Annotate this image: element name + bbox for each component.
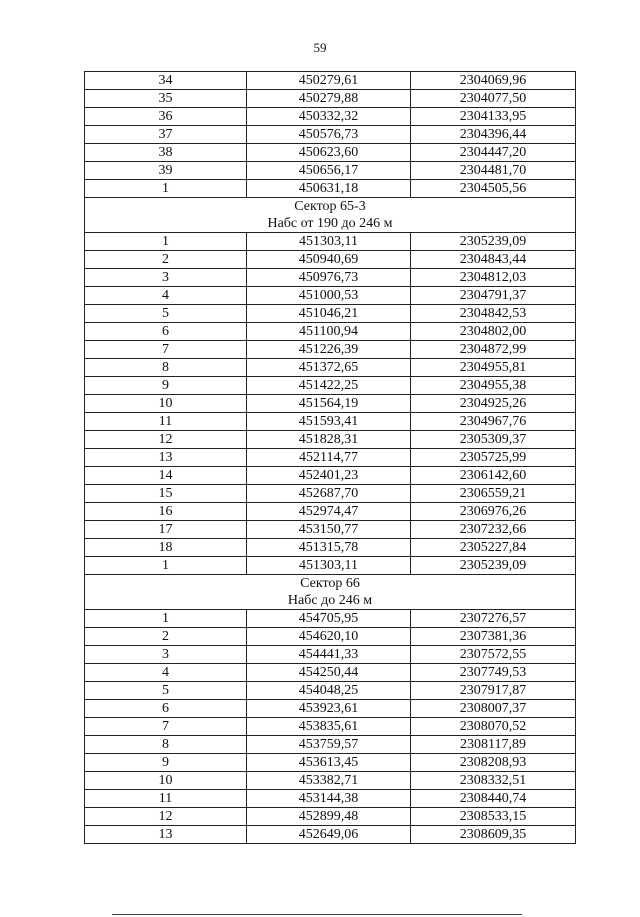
y-coordinate-cell: 2304812,03	[411, 269, 576, 287]
x-coordinate-cell: 453759,57	[247, 736, 411, 754]
x-coordinate-cell: 451000,53	[247, 287, 411, 305]
section-subtitle: Набс от 190 до 246 м	[267, 216, 393, 231]
table-row	[85, 269, 576, 287]
y-coordinate-cell: 2304447,20	[411, 144, 576, 162]
coordinates-table-body	[85, 72, 576, 844]
table-row	[85, 736, 576, 754]
x-coordinate-cell: 453382,71	[247, 772, 411, 790]
point-number-cell: 39	[85, 162, 247, 180]
x-coordinate-cell: 451303,11	[247, 557, 411, 575]
table-row	[85, 144, 576, 162]
x-coordinate-cell: 454441,33	[247, 646, 411, 664]
x-coordinate-cell: 451303,11	[247, 233, 411, 251]
y-coordinate-cell: 2307232,66	[411, 521, 576, 539]
table-row	[85, 557, 576, 575]
x-coordinate-cell: 452114,77	[247, 449, 411, 467]
x-coordinate-cell: 454048,25	[247, 682, 411, 700]
y-coordinate-cell: 2304955,81	[411, 359, 576, 377]
section-header-row	[85, 575, 576, 610]
table-row	[85, 341, 576, 359]
y-coordinate-cell: 2307276,57	[411, 610, 576, 628]
point-number-cell: 36	[85, 108, 247, 126]
x-coordinate-cell: 453835,61	[247, 718, 411, 736]
y-coordinate-cell: 2304872,99	[411, 341, 576, 359]
y-coordinate-cell: 2304133,95	[411, 108, 576, 126]
point-number-cell: 7	[85, 718, 247, 736]
x-coordinate-cell: 453150,77	[247, 521, 411, 539]
y-coordinate-cell: 2305227,84	[411, 539, 576, 557]
table-row	[85, 305, 576, 323]
table-row	[85, 718, 576, 736]
y-coordinate-cell: 2308070,52	[411, 718, 576, 736]
x-coordinate-cell: 452401,23	[247, 467, 411, 485]
table-row	[85, 808, 576, 826]
point-number-cell: 18	[85, 539, 247, 557]
point-number-cell: 10	[85, 395, 247, 413]
point-number-cell: 16	[85, 503, 247, 521]
point-number-cell: 13	[85, 826, 247, 844]
y-coordinate-cell: 2307572,55	[411, 646, 576, 664]
point-number-cell: 7	[85, 341, 247, 359]
y-coordinate-cell: 2304791,37	[411, 287, 576, 305]
y-coordinate-cell: 2308609,35	[411, 826, 576, 844]
section-title: Сектор 66	[300, 576, 360, 591]
point-number-cell: 3	[85, 646, 247, 664]
table-row	[85, 754, 576, 772]
x-coordinate-cell: 454620,10	[247, 628, 411, 646]
x-coordinate-cell: 451046,21	[247, 305, 411, 323]
y-coordinate-cell: 2304842,53	[411, 305, 576, 323]
point-number-cell: 6	[85, 700, 247, 718]
table-row	[85, 485, 576, 503]
x-coordinate-cell: 453613,45	[247, 754, 411, 772]
x-coordinate-cell: 453923,61	[247, 700, 411, 718]
point-number-cell: 37	[85, 126, 247, 144]
x-coordinate-cell: 452649,06	[247, 826, 411, 844]
x-coordinate-cell: 452974,47	[247, 503, 411, 521]
y-coordinate-cell: 2304505,56	[411, 180, 576, 198]
y-coordinate-cell: 2307381,36	[411, 628, 576, 646]
table-row	[85, 180, 576, 198]
y-coordinate-cell: 2306559,21	[411, 485, 576, 503]
x-coordinate-cell: 451315,78	[247, 539, 411, 557]
y-coordinate-cell: 2304802,00	[411, 323, 576, 341]
y-coordinate-cell: 2308007,37	[411, 700, 576, 718]
y-coordinate-cell: 2306142,60	[411, 467, 576, 485]
point-number-cell: 5	[85, 682, 247, 700]
y-coordinate-cell: 2305239,09	[411, 557, 576, 575]
point-number-cell: 38	[85, 144, 247, 162]
y-coordinate-cell: 2307917,87	[411, 682, 576, 700]
point-number-cell: 35	[85, 90, 247, 108]
point-number-cell: 10	[85, 772, 247, 790]
y-coordinate-cell: 2305725,99	[411, 449, 576, 467]
y-coordinate-cell: 2304925,26	[411, 395, 576, 413]
y-coordinate-cell: 2304843,44	[411, 251, 576, 269]
table-row	[85, 646, 576, 664]
table-row	[85, 628, 576, 646]
x-coordinate-cell: 450623,60	[247, 144, 411, 162]
section-subtitle: Набс до 246 м	[287, 593, 373, 608]
table-row	[85, 90, 576, 108]
point-number-cell: 34	[85, 72, 247, 90]
x-coordinate-cell: 454250,44	[247, 664, 411, 682]
x-coordinate-cell: 450332,32	[247, 108, 411, 126]
point-number-cell: 5	[85, 305, 247, 323]
x-coordinate-cell: 451100,94	[247, 323, 411, 341]
table-row	[85, 126, 576, 144]
x-coordinate-cell: 452899,48	[247, 808, 411, 826]
x-coordinate-cell: 451226,39	[247, 341, 411, 359]
point-number-cell: 2	[85, 251, 247, 269]
y-coordinate-cell: 2304077,50	[411, 90, 576, 108]
table-row	[85, 162, 576, 180]
point-number-cell: 8	[85, 736, 247, 754]
table-row	[85, 826, 576, 844]
point-number-cell: 4	[85, 664, 247, 682]
x-coordinate-cell: 450976,73	[247, 269, 411, 287]
x-coordinate-cell: 450576,73	[247, 126, 411, 144]
table-row	[85, 377, 576, 395]
y-coordinate-cell: 2304481,70	[411, 162, 576, 180]
section-header-cell	[85, 198, 576, 233]
table-row	[85, 323, 576, 341]
x-coordinate-cell: 451564,19	[247, 395, 411, 413]
table-row	[85, 108, 576, 126]
point-number-cell: 3	[85, 269, 247, 287]
table-row	[85, 521, 576, 539]
table-row	[85, 251, 576, 269]
table-row	[85, 72, 576, 90]
x-coordinate-cell: 451593,41	[247, 413, 411, 431]
point-number-cell: 6	[85, 323, 247, 341]
x-coordinate-cell: 454705,95	[247, 610, 411, 628]
coordinates-table	[84, 71, 576, 844]
point-number-cell: 12	[85, 808, 247, 826]
point-number-cell: 11	[85, 413, 247, 431]
section-header-row	[85, 198, 576, 233]
x-coordinate-cell: 450656,17	[247, 162, 411, 180]
table-row	[85, 664, 576, 682]
table-row	[85, 772, 576, 790]
point-number-cell: 1	[85, 180, 247, 198]
y-coordinate-cell: 2306976,26	[411, 503, 576, 521]
table-row	[85, 503, 576, 521]
y-coordinate-cell: 2304967,76	[411, 413, 576, 431]
table-row	[85, 233, 576, 251]
page-number: 59	[313, 40, 327, 55]
table-row	[85, 359, 576, 377]
point-number-cell: 9	[85, 754, 247, 772]
x-coordinate-cell: 451422,25	[247, 377, 411, 395]
table-row	[85, 413, 576, 431]
point-number-cell: 14	[85, 467, 247, 485]
table-row	[85, 610, 576, 628]
x-coordinate-cell: 450279,61	[247, 72, 411, 90]
point-number-cell: 12	[85, 431, 247, 449]
point-number-cell: 1	[85, 233, 247, 251]
table-row	[85, 449, 576, 467]
x-coordinate-cell: 453144,38	[247, 790, 411, 808]
table-row	[85, 790, 576, 808]
x-coordinate-cell: 452687,70	[247, 485, 411, 503]
x-coordinate-cell: 450940,69	[247, 251, 411, 269]
table-row	[85, 682, 576, 700]
x-coordinate-cell: 451372,65	[247, 359, 411, 377]
point-number-cell: 1	[85, 557, 247, 575]
table-row	[85, 539, 576, 557]
y-coordinate-cell: 2308440,74	[411, 790, 576, 808]
point-number-cell: 1	[85, 610, 247, 628]
point-number-cell: 9	[85, 377, 247, 395]
point-number-cell: 15	[85, 485, 247, 503]
y-coordinate-cell: 2305309,37	[411, 431, 576, 449]
y-coordinate-cell: 2308208,93	[411, 754, 576, 772]
table-row	[85, 467, 576, 485]
table-row	[85, 287, 576, 305]
x-coordinate-cell: 450279,88	[247, 90, 411, 108]
y-coordinate-cell: 2304069,96	[411, 72, 576, 90]
y-coordinate-cell: 2307749,53	[411, 664, 576, 682]
table-row	[85, 431, 576, 449]
y-coordinate-cell: 2304396,44	[411, 126, 576, 144]
section-header-cell	[85, 575, 576, 610]
x-coordinate-cell: 451828,31	[247, 431, 411, 449]
point-number-cell: 11	[85, 790, 247, 808]
point-number-cell: 2	[85, 628, 247, 646]
table-row	[85, 700, 576, 718]
point-number-cell: 4	[85, 287, 247, 305]
y-coordinate-cell: 2304955,38	[411, 377, 576, 395]
point-number-cell: 17	[85, 521, 247, 539]
x-coordinate-cell: 450631,18	[247, 180, 411, 198]
point-number-cell: 13	[85, 449, 247, 467]
y-coordinate-cell: 2308533,15	[411, 808, 576, 826]
y-coordinate-cell: 2305239,09	[411, 233, 576, 251]
table-row	[85, 395, 576, 413]
section-title: Сектор 65-3	[294, 199, 366, 214]
y-coordinate-cell: 2308332,51	[411, 772, 576, 790]
y-coordinate-cell: 2308117,89	[411, 736, 576, 754]
page-bottom-divider	[112, 914, 522, 915]
point-number-cell: 8	[85, 359, 247, 377]
